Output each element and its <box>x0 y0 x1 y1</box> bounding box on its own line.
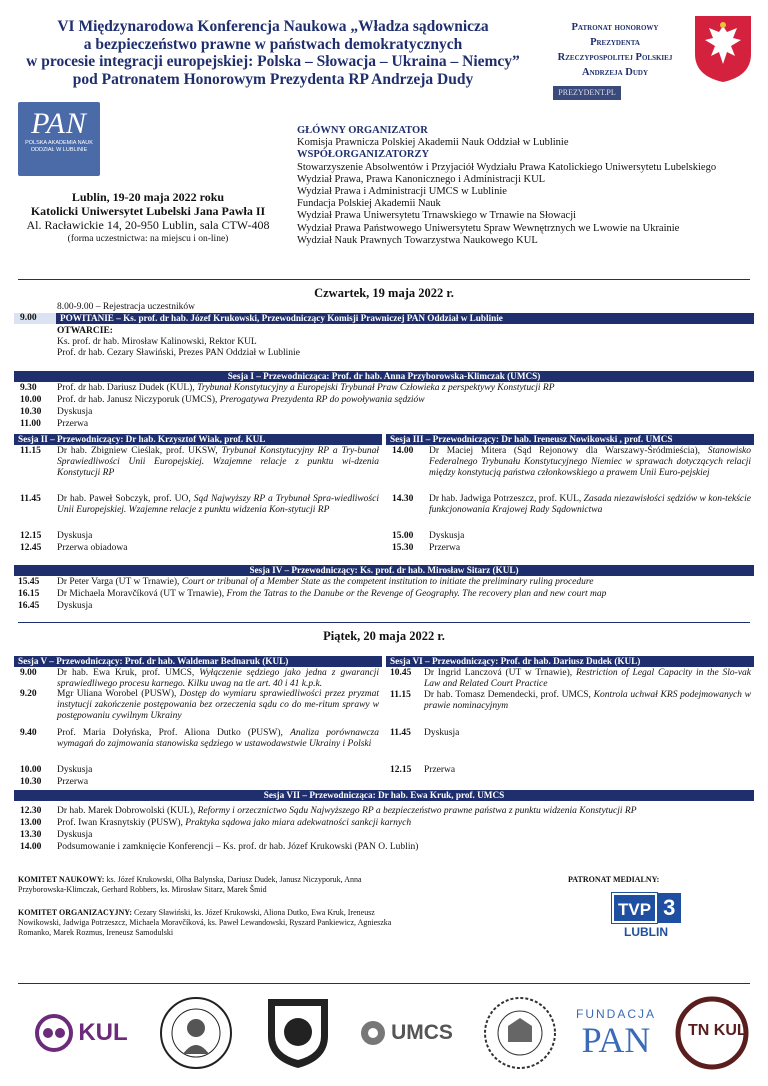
divider <box>18 622 750 623</box>
welcome-row: 9.00 POWITANIE – Ks. prof. dr hab. Józef Krukowski, Przewodniczący Komisji Prawniczej PAN Oddział w Lublinie <box>14 313 754 324</box>
venue: Lublin, 19-20 maja 2022 roku Katolicki Uniwersytet Lubelski Jana Pawła II Al. Racławickie 14, 20-950 Lublin, sala CTW-408 (forma uczestnictwa: na miejscu i on-line) <box>26 190 270 244</box>
session-6-bar: Sesja VI – Przewodniczący: Prof. dr hab. Dariusz Dudek (KUL) <box>386 656 754 667</box>
session-7-bar: Sesja VII – Przewodnicząca: Dr hab. Ewa Kruk, prof. UMCS <box>14 790 754 801</box>
divider <box>18 983 750 984</box>
session-4: 15.45 Dr Peter Varga (UT w Trnawie), Court or tribunal of a Member State as the competent institution to initiate the preliminary ruling procedure 16.15 Dr Michaela Moravčíková (UT w Trnawie), From the Tatras to the Danube or the Revenge of Geography. The recovery plan and new court map 16.45 Dyskusja <box>18 577 607 611</box>
session-3: 14.00 Dr Maciej Mitera (Sąd Rejonowy dla Warszawy-Śródmieścia), Stanowisko Federalnego Trybunału Konstytucyjnego Niemiec w sprawach dotyczących relacji między konstytucją państwa członkowskiego a prawem Unii Euro-pejskiej 14.30 Dr hab. Jadwiga Potrzeszcz, prof. KUL, Zasada niezawisłości sędziów w kon-tekście funkcjonowania Krajowej Rady Sądownictwa 15.00 Dyskusja 15.30 Przerwa <box>392 446 751 553</box>
organizers: GŁÓWNY ORGANIZATOR Komisja Prawnicza Polskiej Akademii Nauk Oddział w Lublinie WSPÓŁORGANIZATORZY Stowarzyszenie Absolwentów i Przyjaciół Wydziału Prawa Katolickiego Uniwersytetu Lubelskiego Wydział Prawa, Prawa Kanonicznego i Administracji KUL Wydział Prawa i Administracji UMCS w Lublinie Fundacja Polskiej Akademii Nauk Wydział Prawa Uniwersytetu Trnawskiego w Trnawie na Słowacji Wydział Prawa Państwowego Uniwersytetu Spraw Wewnętrznych we Lwowie na Ukrainie Wydział Nauk Prawnych Towarzystwa Naukowego KUL <box>297 125 717 246</box>
honorary-patronage: Patronat honorowy Prezydenta Rzeczypospolitej Polskiej Andrzeja Dudy <box>557 22 673 78</box>
organizing-committee: KOMITET ORGANIZACYJNY: Cezary Sławiński, ks. Józef Krukowski, Aliona Dutko, Ewa Kruk, Ireneusz Nowikowski, Jadwiga Potrzeszcz, Michaela Moravčíková, ks. Paweł Lewandowski, Ryszard Pankiewicz, Agnieszka Romanko, Marek Rozmus, Ireneusz Samodulski <box>18 908 392 937</box>
tnkul-logo: TN KUL <box>672 996 752 1070</box>
media-patronage: PATRONAT MEDIALNY: <box>568 875 660 884</box>
trnava-university-seal <box>150 996 242 1070</box>
conference-title: VI Międzynarodowa Konferencja Naukowa „Władza sądownicza a bezpieczeństwo prawne w państwach demokratycznych w procesie integracji europejskiej: Polska – Słowacja – Ukraina – Niemcy” pod Patronatem Honorowym Prezydenta RP Andrzeja Dudy <box>26 18 520 88</box>
kul-logo: KUL <box>28 996 134 1070</box>
session-5-bar: Sesja V – Przewodniczący: Prof. dr hab. Waldemar Bednaruk (KUL) <box>14 656 382 667</box>
opening-speaker: Prof. dr hab. Cezary Sławiński, Prezes PAN Oddział w Lublinie <box>57 348 300 358</box>
lviv-university-shield <box>258 996 338 1070</box>
session-2-bar: Sesja II – Przewodniczący: Dr hab. Krzysztof Wiak, prof. KUL <box>14 434 382 445</box>
welcome-bar: POWITANIE – Ks. prof. dr hab. Józef Krukowski, Przewodniczący Komisji Prawniczej PAN Oddział w Lublinie <box>56 313 754 324</box>
polish-eagle-emblem <box>693 14 753 84</box>
faculty-seal <box>478 996 562 1070</box>
day2-title: Piątek, 20 maja 2022 r. <box>323 629 445 643</box>
session-3-bar: Sesja III – Przewodniczący: Dr hab. Ireneusz Nowikowski , prof. UMCS <box>386 434 754 445</box>
divider <box>18 279 750 280</box>
prezydent-pl-logo: PREZYDENT.PL <box>553 86 621 100</box>
session-1: 9.30 Prof. dr hab. Dariusz Dudek (KUL), Trybunał Konstytucyjny a Europejski Trybunał Praw Człowieka z perspektywy Konstytucji RP 10.00 Prof. dr hab. Janusz Niczyporuk (UMCS), Prerogatywa Prezydenta RP do powoływania sędziów 10.30 Dyskusja 11.00 Przerwa <box>20 383 555 429</box>
session-5: 9.00 Dr hab. Ewa Kruk, prof. UMCS, Wyłączenie sędziego jako jedna z gwarancji sprawiedliwego procesu karnego. Kilku uwag na tle art. 40 i 41 k.p.k. 9.20 Mgr Uliana Worobel (PUSW), Dostęp do wymiaru sprawiedliwości przez pryzmat instytucji zakończenie postępowania bez orzeczenia sądu co do me-ritum sprawy w postępowaniu cywilnym Ukrainy 9.40 Prof. Maria Dołyńska, Prof. Aliona Dutko (PUSW), Analiza porównawcza wymagań do zajmowania stanowiska sędziego w ustawodawstwie Ukrainy i Polski 10.00 Dyskusja 10.30 Przerwa <box>20 668 380 787</box>
tvp3-logo: TVP 3 <box>612 893 690 923</box>
fundacja-pan-logo: FUNDACJA PAN <box>575 1007 656 1060</box>
scientific-committee: KOMITET NAUKOWY: ks. Józef Krukowski, Olha Balynska, Dariusz Dudek, Janusz Niczyporuk, Anna Przyborowska-Klimczak, Gerhard Robbers, ks. Mirosław Sitarz, Marek Šmid <box>18 875 362 894</box>
session-2: 11.15 Dr hab. Zbigniew Cieślak, prof. UKSW, Trybunał Konstytucyjny RP a Try-bunał Sprawiedliwości Unii Europejskiej. Wzajemne relacje z punktu wi-dzenia Konstytucji RP 11.45 Dr hab. Paweł Sobczyk, prof. UO, Sąd Najwyższy RP a Trybunał Spra-wiedliwości Unii Europejskiej. Wzajemne relacje z punktu widzenia Kon-stytucji RP 12.15 Dyskusja 12.45 Przerwa obiadowa <box>20 446 379 553</box>
tvp3-city: LUBLIN <box>624 925 668 939</box>
session-6: 10.45 Dr Ingrid Lanczová (UT w Trnawie), Restriction of Legal Capacity in the Slo-vak Law and Related Court Practice 11.15 Dr hab. Tomasz Demendecki, prof. UMCS, Kontrola uchwał KRS podejmowanych w prawie nominacyjnym 11.45 Dyskusja 12.15 Przerwa <box>390 668 752 775</box>
umcs-logo: UMCS <box>350 996 462 1070</box>
opening-label: OTWARCIE: <box>57 326 113 336</box>
registration: 8.00-9.00 – Rejestracja uczestników <box>57 302 195 312</box>
session-7: 12.30 Dr hab. Marek Dobrowolski (KUL), Reformy i orzecznictwo Sądu Najwyższego RP a bezpieczeństwo prawne państwa z punktu widzenia Konstytucji RP 13.00 Prof. Iwan Krasnytskiy (PUSW), Praktyka sądowa jako miara adekwatności sankcji karnych 13.30 Dyskusja 14.00 Podsumowanie i zamknięcie Konferencji – Ks. prof. dr hab. Józef Krukowski (PAN O. Lublin) <box>20 806 637 852</box>
pan-logo: PAN POLSKA AKADEMIA NAUK ODDZIAŁ W LUBLINIE <box>18 102 100 176</box>
session-1-bar: Sesja I – Przewodnicząca: Prof. dr hab. Anna Przyborowska-Klimczak (UMCS) <box>14 371 754 382</box>
day1-title: Czwartek, 19 maja 2022 r. <box>314 286 454 300</box>
session-4-bar: Sesja IV – Przewodniczący: Ks. prof. dr hab. Mirosław Sitarz (KUL) <box>14 565 754 576</box>
opening-speaker: Ks. prof. dr hab. Mirosław Kalinowski, Rektor KUL <box>57 337 257 347</box>
